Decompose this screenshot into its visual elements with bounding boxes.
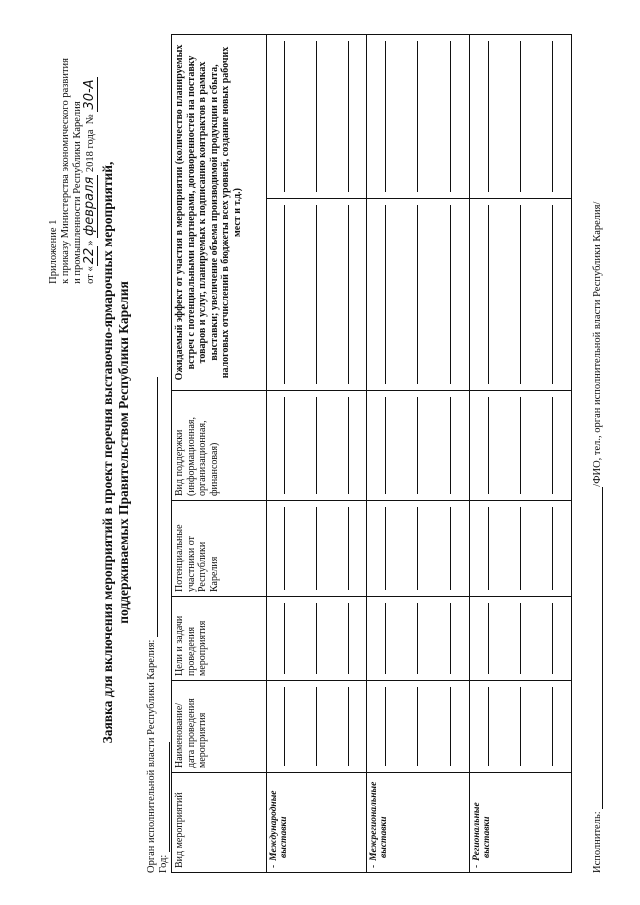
cell-support-type[interactable] xyxy=(470,391,572,501)
year-line xyxy=(158,377,170,873)
date-month-handwritten: февраля xyxy=(82,176,97,236)
header-support-type: Вид поддержки (информационная, организационная, финансовая) xyxy=(172,391,267,501)
date-day-handwritten: 22 xyxy=(82,247,97,265)
table-row-interregional xyxy=(367,35,470,873)
date-year: 2018 года xyxy=(85,129,96,173)
cell-effect-a[interactable] xyxy=(367,199,470,391)
meta-block xyxy=(146,377,170,873)
title-line-2: поддерживаемых Правительством Республики Карелия xyxy=(116,281,131,624)
cell-effect-b[interactable] xyxy=(267,35,367,199)
table-row-regional xyxy=(470,35,572,873)
header-expected-effect: Ожидаемый эффект от участия в мероприятии (количество планируемых встреч с потенциальными партнерами, договоренностей на поставку товаров и услуг, планируемых к подписанию контрактов в рамках выставки; увеличение объема производимой продукции и сбыта, налоговых отчислений в бюджеты всех уровней, создание новых рабочих мест и т.д.) xyxy=(172,35,267,391)
cell-name-date[interactable] xyxy=(367,681,470,773)
cell-participants[interactable] xyxy=(470,501,572,597)
appendix-date-line xyxy=(84,58,97,284)
appendix-block xyxy=(48,58,97,284)
cell-goals[interactable] xyxy=(367,597,470,681)
number-prefix: № xyxy=(85,114,96,125)
cell-name-date[interactable] xyxy=(267,681,367,773)
executor-label: Исполнитель: xyxy=(592,811,603,873)
executor-fill-line[interactable] xyxy=(602,487,603,809)
year-fill-line xyxy=(169,742,170,852)
header-row xyxy=(172,35,267,873)
cell-participants[interactable] xyxy=(267,501,367,597)
date-mid: » xyxy=(85,240,96,246)
authority-label: Орган исполнительной власти Республики Карелия: xyxy=(146,639,157,873)
year-label: Год: xyxy=(158,854,169,873)
row-dash: - xyxy=(269,864,279,868)
row-label-regional: -Региональные выставки xyxy=(470,773,572,873)
row-dash: - xyxy=(472,864,482,868)
table-row-international xyxy=(267,35,367,873)
title-line-1: Заявка для включения мероприятий в проект перечня выставочно-ярмарочных мероприятий, xyxy=(100,161,115,744)
number-handwritten: 30-А xyxy=(82,79,97,110)
cell-effect-a[interactable] xyxy=(267,199,367,391)
cell-goals[interactable] xyxy=(470,597,572,681)
row-dash: - xyxy=(369,864,379,868)
header-goals: Цели и задачи проведения мероприятия xyxy=(172,597,267,681)
appendix-line-3: и промышленности Республики Карелия xyxy=(72,101,83,284)
header-participants: Потенциальные участники от Республики Карелия xyxy=(172,501,267,597)
events-table xyxy=(171,34,572,873)
cell-effect-b[interactable] xyxy=(367,35,470,199)
cell-effect-b[interactable] xyxy=(470,35,572,199)
cell-support-type[interactable] xyxy=(367,391,470,501)
cell-goals[interactable] xyxy=(267,597,367,681)
cell-support-type[interactable] xyxy=(267,391,367,501)
cell-effect-a[interactable] xyxy=(470,199,572,391)
header-name-date: Наименование/ дата проведения мероприятия xyxy=(172,681,267,773)
appendix-line-2: к приказу Министерства экономического развития xyxy=(60,58,71,284)
executor-hint: /ФИО, тел., орган исполнительной власти Республики Карелия/ xyxy=(592,201,603,487)
authority-line xyxy=(146,377,158,873)
cell-name-date[interactable] xyxy=(470,681,572,773)
page-title xyxy=(100,0,132,905)
cell-participants[interactable] xyxy=(367,501,470,597)
appendix-line-1: Приложение 1 xyxy=(48,219,59,284)
date-prefix: от « xyxy=(85,266,96,284)
row-label-international: -Международные выставки xyxy=(267,773,367,873)
header-event-type: Вид мероприятий xyxy=(172,773,267,873)
row-label-interregional: -Межрегиональные выставки xyxy=(367,773,470,873)
authority-fill-line xyxy=(157,377,158,637)
executor-line xyxy=(592,202,603,873)
